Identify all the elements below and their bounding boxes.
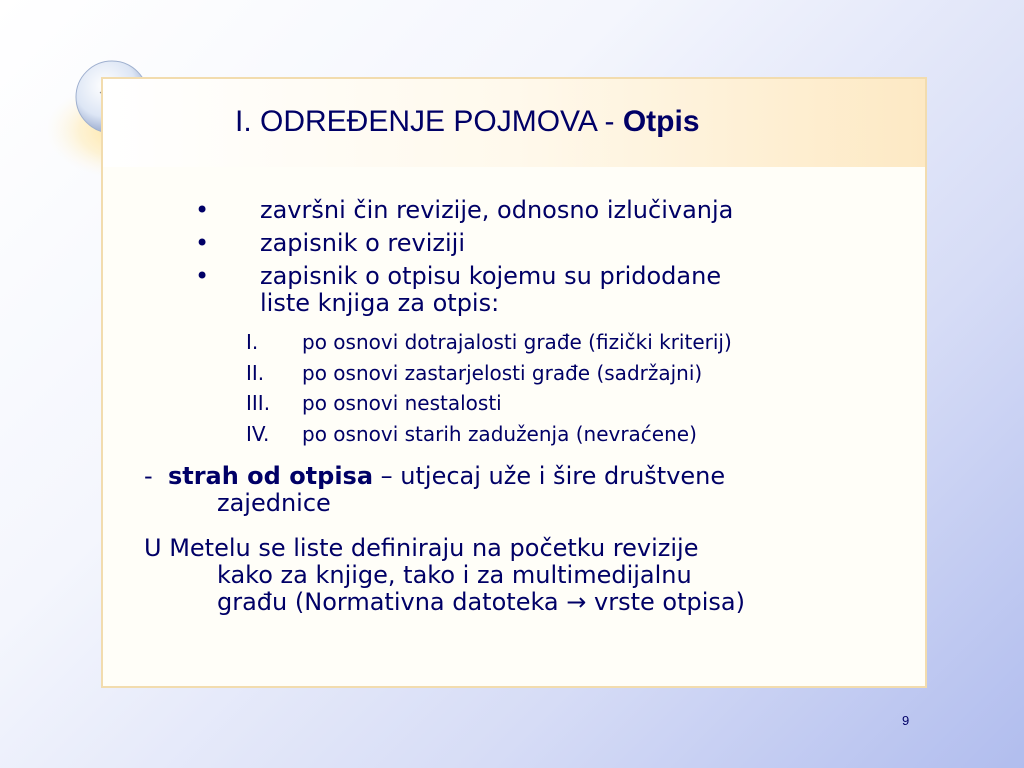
fear-dash: - (144, 462, 153, 490)
bullet-text: završni čin revizije, odnosno izlučivanja (260, 196, 734, 224)
bullet-dot: • (195, 229, 210, 257)
sublist-number: IV. (246, 421, 270, 446)
sublist-item (246, 327, 732, 358)
sublist-number: II. (246, 360, 265, 385)
bullet-item (195, 197, 880, 224)
bullet-item (195, 230, 880, 257)
slide-title (235, 105, 700, 139)
sublist-number: I. (246, 330, 259, 354)
bullet-text-line: liste knjiga za otpis: (260, 289, 500, 317)
sublist-item (246, 419, 732, 450)
sublist-text: po osnovi nestalosti (302, 391, 502, 415)
bullet-dot: • (195, 262, 210, 290)
bullet-text: zapisnik o reviziji (260, 229, 466, 257)
bullet-text-line: zapisnik o otpisu kojemu su pridodane (260, 262, 722, 290)
bullet-list (195, 197, 880, 323)
fear-rest: – utjecaj uže i šire društvene (373, 462, 726, 490)
metel-line: kako za knjige, tako i za multimedijalnu (217, 561, 692, 589)
fear-strong: strah od otpisa (167, 462, 374, 490)
sublist-number: III. (246, 391, 271, 415)
title-emphasis: Otpis (622, 105, 700, 138)
metel-line: U Metelu se liste definiraju na početku revizije (144, 534, 699, 562)
sublist-text: po osnovi dotrajalosti građe (fizički kriterij) (302, 330, 732, 354)
roman-sublist (246, 327, 732, 449)
metel-paragraph (144, 535, 745, 616)
fear-paragraph (144, 463, 725, 517)
sublist-item (246, 388, 732, 419)
bullet-item (195, 263, 880, 317)
sublist-text: po osnovi starih zaduženja (nevraćene) (302, 421, 697, 446)
page-number: 9 (902, 713, 910, 728)
metel-line: građu (Normativna datoteka → vrste otpisa) (217, 588, 745, 616)
sublist-item (246, 358, 732, 389)
bullet-dot: • (195, 196, 210, 224)
fear-continuation: zajednice (217, 489, 331, 517)
sublist-text: po osnovi zastarjelosti građe (sadržajni) (302, 360, 703, 385)
title-prefix: I. ODREĐENJE POJMOVA - (235, 105, 623, 138)
